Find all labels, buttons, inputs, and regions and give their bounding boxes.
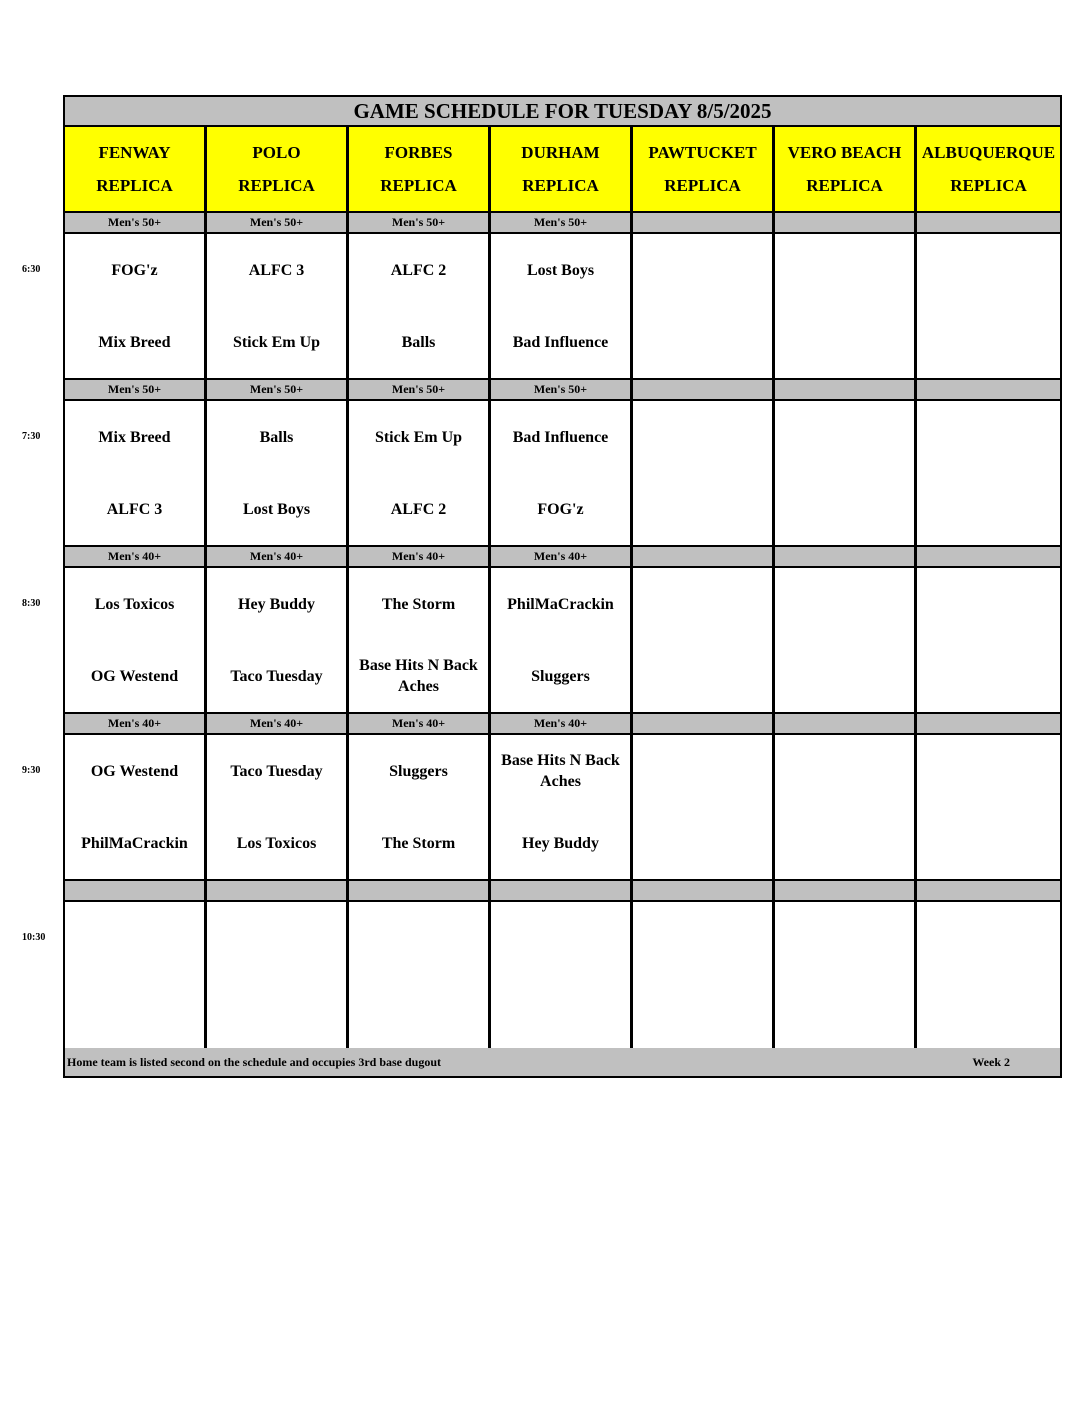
division-label: Men's 40+ <box>349 547 491 566</box>
home-team <box>349 975 488 1048</box>
division-label: Men's 50+ <box>65 380 207 399</box>
away-team: FOG'z <box>111 261 158 279</box>
division-label: Men's 50+ <box>65 213 207 232</box>
field-name: VERO BEACH <box>787 143 902 162</box>
home-team <box>917 640 1060 712</box>
game-cell <box>775 735 917 879</box>
time-slots <box>65 213 1060 1048</box>
away-team: Taco Tuesday <box>230 762 323 780</box>
division-label <box>633 380 775 399</box>
away-team <box>207 902 346 975</box>
field-subtitle: REPLICA <box>950 176 1027 195</box>
away-team: Los Toxicos <box>94 595 175 613</box>
home-team <box>917 975 1060 1048</box>
game-cell <box>775 568 917 712</box>
division-label <box>633 547 775 566</box>
home-team <box>633 640 772 712</box>
away-team: ALFC 3 <box>248 261 305 279</box>
away-team: Mix Breed <box>98 428 171 446</box>
game-cell <box>775 401 917 545</box>
division-label <box>775 213 917 232</box>
home-team: ALFC 2 <box>390 500 447 518</box>
away-team: Bad Influence <box>512 428 609 446</box>
game-cell <box>917 902 1060 1048</box>
game-row <box>65 902 1060 1048</box>
field-header-6 <box>917 127 1060 211</box>
game-cell <box>917 401 1060 545</box>
schedule-table <box>63 95 1062 1078</box>
field-name: FORBES <box>384 143 453 162</box>
division-label: Men's 50+ <box>207 213 349 232</box>
field-name: ALBUQUERQUE <box>921 143 1056 162</box>
division-label <box>917 881 1060 900</box>
division-label <box>917 714 1060 733</box>
home-team <box>207 975 346 1048</box>
division-label <box>917 380 1060 399</box>
field-header-4 <box>633 127 775 211</box>
division-label: Men's 40+ <box>207 547 349 566</box>
home-team <box>65 975 204 1048</box>
division-label <box>65 881 207 900</box>
away-team: ALFC 2 <box>390 261 447 279</box>
time-label: 6:30 <box>22 264 41 275</box>
away-team: Lost Boys <box>526 261 595 279</box>
game-cell <box>917 735 1060 879</box>
home-team: Los Toxicos <box>236 834 317 852</box>
away-team <box>775 568 914 640</box>
game-cell <box>65 735 207 879</box>
home-team <box>775 975 914 1048</box>
game-cell <box>349 568 491 712</box>
away-team <box>775 401 914 473</box>
home-team <box>633 807 772 879</box>
field-subtitle: REPLICA <box>238 176 315 195</box>
division-label: Men's 50+ <box>491 213 633 232</box>
field-subtitle: REPLICA <box>380 176 457 195</box>
home-team: ALFC 3 <box>106 500 163 518</box>
division-label: Men's 40+ <box>491 547 633 566</box>
game-cell <box>491 401 633 545</box>
home-team: Hey Buddy <box>522 834 599 852</box>
home-team <box>633 473 772 545</box>
game-cell <box>917 234 1060 378</box>
game-cell <box>633 735 775 879</box>
division-label <box>633 881 775 900</box>
game-cell <box>65 568 207 712</box>
away-team: PhilMaCrackin <box>507 595 614 613</box>
game-cell <box>349 902 491 1048</box>
away-team <box>633 902 772 975</box>
away-team: The Storm <box>381 595 456 613</box>
division-label: Men's 40+ <box>207 714 349 733</box>
game-cell <box>349 735 491 879</box>
time-label: 10:30 <box>22 932 46 943</box>
game-cell <box>349 234 491 378</box>
game-cell <box>775 234 917 378</box>
division-label <box>775 380 917 399</box>
away-team <box>917 234 1060 306</box>
game-cell <box>207 902 349 1048</box>
game-cell <box>633 401 775 545</box>
home-team: Sluggers <box>531 667 590 685</box>
game-cell <box>633 568 775 712</box>
home-team <box>917 306 1060 378</box>
game-cell <box>65 234 207 378</box>
division-row <box>65 714 1060 735</box>
game-cell <box>65 401 207 545</box>
game-cell <box>207 568 349 712</box>
division-label: Men's 40+ <box>65 547 207 566</box>
division-label: Men's 40+ <box>65 714 207 733</box>
away-team <box>917 401 1060 473</box>
field-header-2 <box>349 127 491 211</box>
home-team <box>917 473 1060 545</box>
division-label: Men's 40+ <box>349 714 491 733</box>
week-label: Week 2 <box>972 1054 1010 1069</box>
home-team <box>775 807 914 879</box>
division-label: Men's 50+ <box>207 380 349 399</box>
field-header-3 <box>491 127 633 211</box>
division-row <box>65 881 1060 902</box>
away-team <box>633 568 772 640</box>
home-team <box>491 975 630 1048</box>
division-label <box>491 881 633 900</box>
game-row <box>65 735 1060 881</box>
home-team: The Storm <box>381 834 456 852</box>
field-header-5 <box>775 127 917 211</box>
home-team: FOG'z <box>537 500 584 518</box>
away-team <box>633 735 772 807</box>
division-label: Men's 50+ <box>349 380 491 399</box>
field-name: DURHAM <box>521 143 600 162</box>
time-label: 7:30 <box>22 431 41 442</box>
home-team: Mix Breed <box>98 333 171 351</box>
away-team: Stick Em Up <box>374 428 463 446</box>
home-team: OG Westend <box>90 667 179 685</box>
division-label <box>207 881 349 900</box>
home-team: Bad Influence <box>512 333 609 351</box>
home-team <box>775 640 914 712</box>
footer-note: Home team is listed second on the schedule and occupies 3rd base dugout <box>67 1054 442 1069</box>
home-team: Balls <box>401 333 436 351</box>
home-team: Base Hits N Back Aches <box>359 657 478 695</box>
time-label: 9:30 <box>22 765 41 776</box>
game-cell <box>633 902 775 1048</box>
division-label <box>775 714 917 733</box>
division-label: Men's 40+ <box>491 714 633 733</box>
division-label <box>917 547 1060 566</box>
away-team: Sluggers <box>389 762 448 780</box>
division-label: Men's 50+ <box>349 213 491 232</box>
field-header-row <box>65 127 1060 213</box>
field-subtitle: REPLICA <box>96 176 173 195</box>
away-team <box>65 902 204 975</box>
field-header-1 <box>207 127 349 211</box>
away-team: Hey Buddy <box>238 595 315 613</box>
away-team <box>491 902 630 975</box>
away-team <box>633 401 772 473</box>
home-team: Taco Tuesday <box>230 667 323 685</box>
game-cell <box>491 234 633 378</box>
division-label <box>775 547 917 566</box>
division-label <box>349 881 491 900</box>
away-team <box>775 902 914 975</box>
game-cell <box>207 735 349 879</box>
home-team: PhilMaCrackin <box>81 834 188 852</box>
home-team <box>633 975 772 1048</box>
division-row <box>65 213 1060 234</box>
away-team: OG Westend <box>90 762 179 780</box>
away-team: Base Hits N Back Aches <box>501 752 620 790</box>
game-cell <box>207 401 349 545</box>
home-team: Stick Em Up <box>232 333 321 351</box>
field-subtitle: REPLICA <box>806 176 883 195</box>
footer-row <box>65 1048 1060 1076</box>
division-label <box>633 213 775 232</box>
game-cell <box>491 735 633 879</box>
away-team <box>349 902 488 975</box>
game-row <box>65 234 1060 380</box>
schedule-title: GAME SCHEDULE FOR TUESDAY 8/5/2025 <box>65 97 1060 127</box>
home-team <box>917 807 1060 879</box>
division-label <box>775 881 917 900</box>
division-label <box>633 714 775 733</box>
game-cell <box>491 902 633 1048</box>
game-cell <box>65 902 207 1048</box>
game-cell <box>633 234 775 378</box>
field-subtitle: REPLICA <box>522 176 599 195</box>
game-cell <box>491 568 633 712</box>
home-team <box>633 306 772 378</box>
home-team <box>775 306 914 378</box>
away-team <box>917 735 1060 807</box>
division-row <box>65 380 1060 401</box>
field-name: POLO <box>252 143 301 162</box>
home-team: Lost Boys <box>242 500 311 518</box>
game-cell <box>775 902 917 1048</box>
time-label: 8:30 <box>22 598 41 609</box>
away-team <box>775 735 914 807</box>
away-team <box>917 902 1060 975</box>
division-label <box>917 213 1060 232</box>
away-team <box>633 234 772 306</box>
home-team <box>775 473 914 545</box>
game-cell <box>349 401 491 545</box>
division-row <box>65 547 1060 568</box>
game-cell <box>207 234 349 378</box>
field-subtitle: REPLICA <box>664 176 741 195</box>
field-name: FENWAY <box>98 143 171 162</box>
time-column <box>0 0 64 1100</box>
away-team: Balls <box>259 428 294 446</box>
game-row <box>65 401 1060 547</box>
field-header-0 <box>65 127 207 211</box>
game-row <box>65 568 1060 714</box>
game-cell <box>917 568 1060 712</box>
away-team <box>775 234 914 306</box>
away-team <box>917 568 1060 640</box>
division-label: Men's 50+ <box>491 380 633 399</box>
field-name: PAWTUCKET <box>648 143 757 162</box>
